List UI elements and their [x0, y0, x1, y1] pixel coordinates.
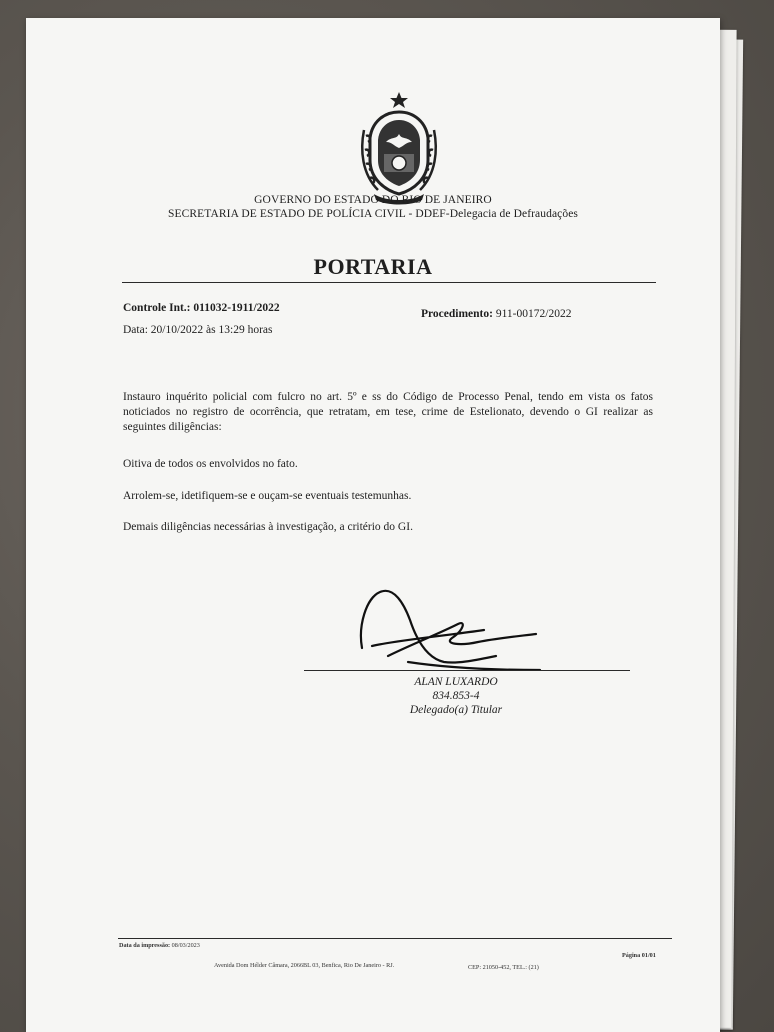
controle-label: Controle Int.: [123, 302, 191, 314]
government-header-line1: GOVERNO DO ESTADO DO RIO DE JANEIRO [254, 194, 492, 206]
state-coat-of-arms-icon [356, 90, 442, 208]
handwritten-signature [348, 586, 548, 671]
signature-line [304, 670, 630, 671]
signatory-name: ALAN LUXARDO [414, 676, 498, 688]
controle-field [123, 302, 280, 314]
body-paragraph-3: Arrolem-se, idetifiquem-se e ouçam-se eventuais testemunhas. [123, 490, 412, 502]
procedimento-value: 911-00172/2022 [495, 308, 572, 320]
print-date [119, 942, 200, 949]
government-header-line2: SECRETARIA DE ESTADO DE POLÍCIA CIVIL - DDEF-Delegacia de Defraudações [167, 208, 579, 220]
title-divider [122, 282, 656, 283]
print-date-value: 08/03/2023 [171, 942, 200, 949]
footer-cep-tel: CEP: 21050-452, TEL.: (21) [468, 964, 539, 971]
controle-value: 011032-1911/2022 [193, 302, 280, 314]
page-number: Página 01/01 [622, 952, 656, 959]
print-date-label: Data da impressão: [119, 942, 171, 949]
body-paragraph-1: Instauro inquérito policial com fulcro no art. 5º e ss do Código de Processo Penal, tendo em vista os fatos noticiados no registro de ocorrência, que retratam, em tese, crime de Estelionato, devendo o GI realizar as seguintes diligências: [123, 391, 653, 433]
footer-divider [118, 938, 672, 939]
date-line: Data: 20/10/2022 às 13:29 horas [123, 324, 273, 336]
body-paragraph-4: Demais diligências necessárias à investigação, a critério do GI. [123, 521, 413, 533]
procedimento-field [421, 308, 571, 320]
body-paragraph-2: Oitiva de todos os envolvidos no fato. [123, 458, 298, 470]
procedimento-label: Procedimento: [421, 308, 493, 320]
document-title: PORTARIA [313, 254, 433, 279]
footer-address: Avenida Dom Hélder Câmara, 2066BL 03, Benfica, Rio De Janeiro - RJ. [214, 962, 395, 969]
signatory-role: Delegado(a) Titular [409, 704, 503, 716]
document-page [26, 18, 720, 1032]
signatory-id: 834.853-4 [432, 690, 480, 702]
